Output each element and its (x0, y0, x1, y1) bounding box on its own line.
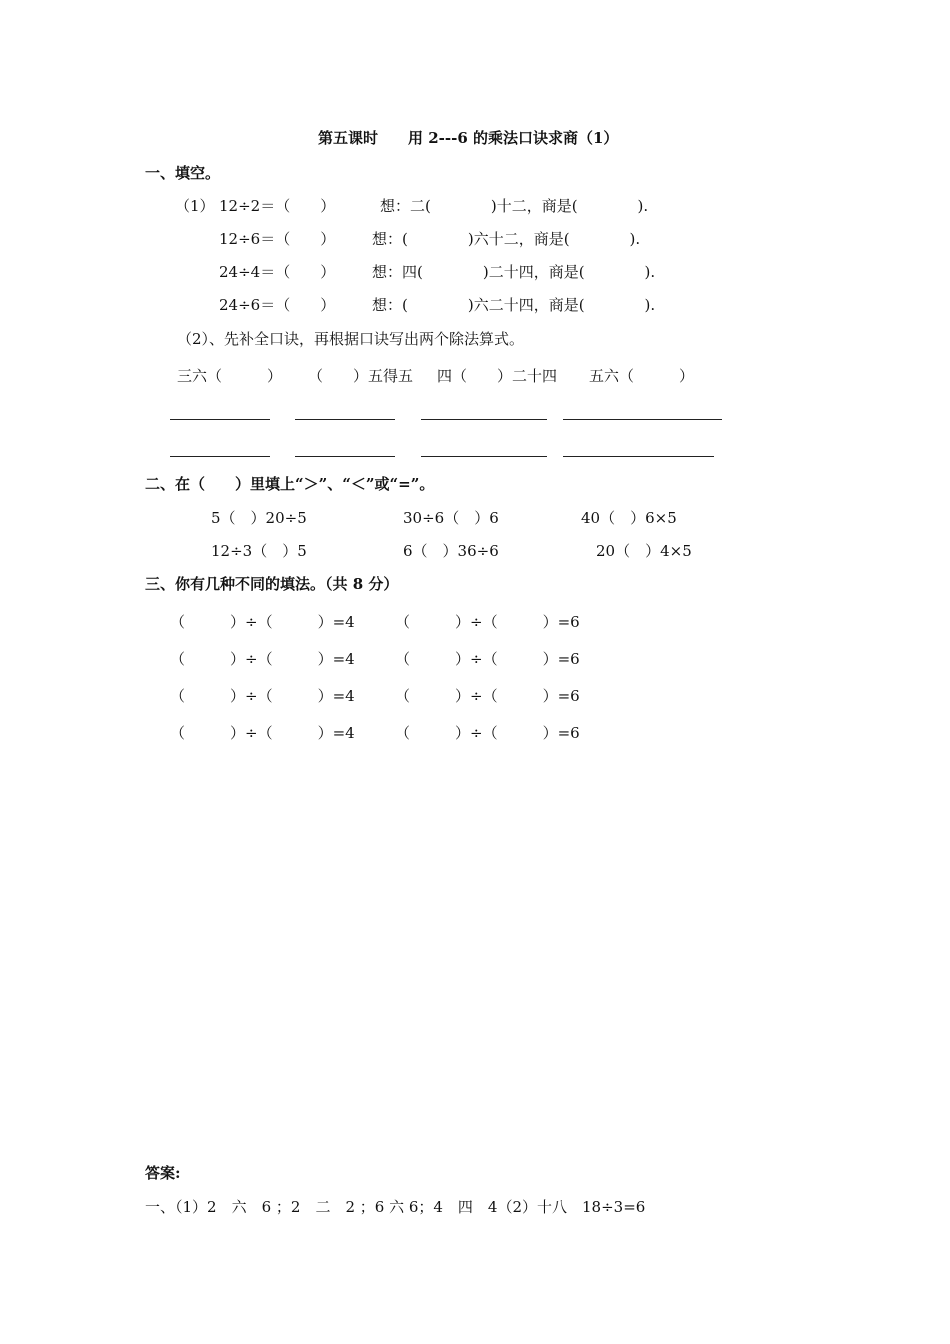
koujue-item: （ ）五得五 (308, 367, 414, 385)
s1-row-label: （1） (175, 197, 215, 215)
section2-heading: 二、在（ ）里填上“＞”、“＜”或“=”。 (145, 475, 435, 493)
s1-row-think: 想：二( )十二，商是( ). (380, 197, 649, 215)
compare-item: 30÷6（ ）6 (403, 509, 499, 527)
fill-right: （ ）÷（ ）=6 (395, 613, 580, 631)
compare-item: 5（ ）20÷5 (211, 509, 307, 527)
answers-line: 一、（1）2 六 6 ；2 二 2 ；6 六 6；4 四 4（2）十八 18÷3=6 (145, 1198, 646, 1216)
answer-line[interactable] (295, 456, 395, 457)
koujue-item: 三六（ ） (177, 367, 283, 385)
page-title: 第五课时 用 2---6 的乘法口诀求商（1） (318, 129, 619, 147)
fill-left: （ ）÷（ ）=4 (170, 650, 355, 668)
compare-item: 20（ ）4×5 (596, 542, 692, 560)
compare-item: 6（ ）36÷6 (403, 542, 499, 560)
s1-row-expr: 12÷6＝（ ） (219, 230, 336, 248)
section3-heading: 三、你有几种不同的填法。（共 8 分） (145, 575, 399, 593)
fill-right: （ ）÷（ ）=6 (395, 650, 580, 668)
compare-item: 12÷3（ ）5 (211, 542, 307, 560)
fill-left: （ ）÷（ ）=4 (170, 613, 355, 631)
s1-row-expr: 12÷2＝（ ） (219, 197, 336, 215)
answer-line[interactable] (563, 419, 722, 420)
s1-row-think: 想：( )六十二，商是( ). (372, 230, 641, 248)
koujue-item: 四（ ）二十四 (437, 367, 558, 385)
answer-line[interactable] (295, 419, 395, 420)
answer-line[interactable] (421, 456, 547, 457)
compare-item: 40（ ）6×5 (581, 509, 677, 527)
answer-line[interactable] (563, 456, 714, 457)
s1-row-think: 想：四( )二十四，商是( ). (372, 263, 656, 281)
fill-left: （ ）÷（ ）=4 (170, 687, 355, 705)
fill-right: （ ）÷（ ）=6 (395, 687, 580, 705)
s1-row-expr: 24÷4＝（ ） (219, 263, 336, 281)
fill-right: （ ）÷（ ）=6 (395, 724, 580, 742)
answer-line[interactable] (170, 456, 270, 457)
s1-row-think: 想：( )六二十四，商是( ). (372, 296, 656, 314)
answer-line[interactable] (421, 419, 547, 420)
section1-heading: 一、填空。 (145, 164, 221, 182)
answers-heading: 答案: (145, 1164, 181, 1182)
fill-left: （ ）÷（ ）=4 (170, 724, 355, 742)
answer-line[interactable] (170, 419, 270, 420)
s1-row-expr: 24÷6＝（ ） (219, 296, 336, 314)
s1-part2-instruction: （2）、先补全口诀，再根据口诀写出两个除法算式。 (177, 330, 525, 348)
koujue-item: 五六（ ） (589, 367, 695, 385)
